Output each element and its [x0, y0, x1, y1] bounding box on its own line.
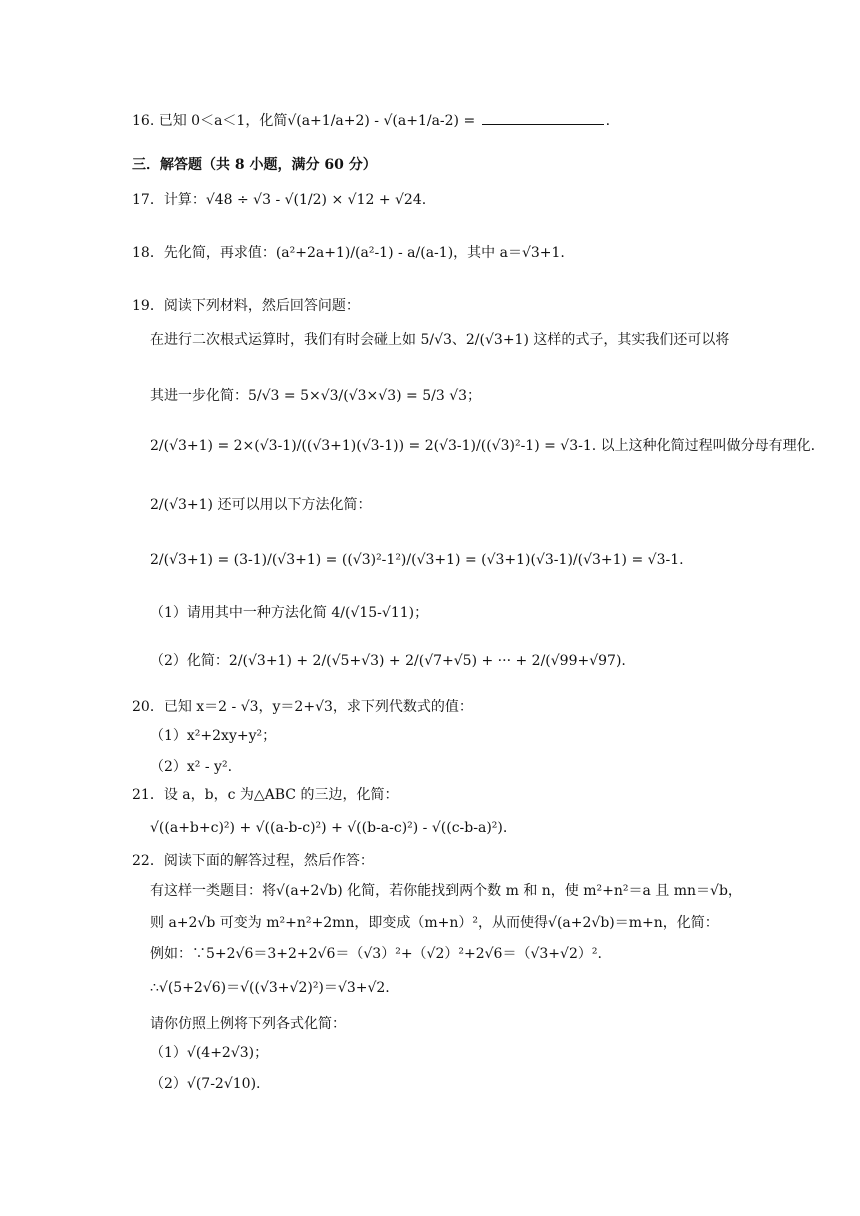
question-22-p3: 例如：∵5+2√6＝3+2+2√6＝（√3）²+（√2）²+2√6＝（√3+√2）². [150, 946, 602, 962]
answer-blank [482, 110, 604, 125]
question-20-sub2: （2）x² - y². [150, 759, 233, 775]
question-22-p1: 有这样一类题目：将√(a+2√b) 化简，若你能找到两个数 m 和 n，使 m²+n²＝a 且 mn＝√b， [150, 883, 742, 899]
question-19-title: 19．阅读下列材料，然后回答问题： [132, 298, 360, 314]
section-heading: 三．解答题（共 8 小题，满分 60 分） [132, 157, 377, 173]
question-19-p4: 2/(√3+1) 还可以用以下方法化简： [150, 497, 372, 513]
question-20-title: 20．已知 x＝2 - √3，y＝2+√3，求下列代数式的值： [132, 699, 473, 715]
question-21-expr: √((a+b+c)²) + √((a-b-c)²) + √((b-a-c)²) - √((c-b-a)²). [150, 820, 508, 836]
question-17: 17．计算：√48 ÷ √3 - √(1/2) × √12 + √24. [132, 192, 427, 208]
question-22-sub1: （1）√(4+2√3)； [150, 1045, 269, 1061]
question-22-p2: 则 a+2√b 可变为 m²+n²+2mn，即变成（m+n）²，从而使得√(a+2√b)＝m+n，化简： [150, 915, 719, 931]
question-16 [132, 110, 610, 131]
q16-text: 16. 已知 0＜a＜1，化简√(a+1/a+2) - √(a+1/a-2) = [132, 113, 480, 129]
question-19-p1: 在进行二次根式运算时，我们有时会碰上如 5/√3、2/(√3+1) 这样的式子，其实我们还可以将 [150, 332, 730, 348]
question-18: 18．先化简，再求值：(a²+2a+1)/(a²-1) - a/(a-1)，其中 a＝√3+1. [132, 245, 565, 261]
question-22-p5: 请你仿照上例将下列各式化简： [150, 1016, 346, 1032]
question-20-sub1: （1）x²+2xy+y²； [150, 728, 277, 744]
question-21-title: 21．设 a，b，c 为△ABC 的三边，化简： [132, 787, 399, 803]
question-22-sub2: （2）√(7-2√10). [150, 1076, 261, 1092]
question-19-sub2: （2）化简：2/(√3+1) + 2/(√5+√3) + 2/(√7+√5) + ··· + 2/(√99+√97). [150, 653, 626, 669]
question-22-title: 22．阅读下面的解答过程，然后作答： [132, 853, 374, 869]
question-22-p4: ∴√(5+2√6)＝√((√3+√2)²)＝√3+√2. [150, 980, 390, 996]
question-19-sub1: （1）请用其中一种方法化简 4/(√15-√11)； [150, 605, 429, 621]
question-19-p2: 其进一步化简：5/√3 = 5×√3/(√3×√3) = 5/3 √3； [150, 388, 482, 404]
question-19-p5: 2/(√3+1) = (3-1)/(√3+1) = ((√3)²-1²)/(√3+1) = (√3+1)(√3-1)/(√3+1) = √3-1. [150, 552, 684, 568]
question-19-p3: 2/(√3+1) = 2×(√3-1)/((√3+1)(√3-1)) = 2(√3-1)/((√3)²-1) = √3-1. 以上这种化简过程叫做分母有理化. [150, 438, 816, 454]
q16-tail: . [605, 113, 611, 129]
